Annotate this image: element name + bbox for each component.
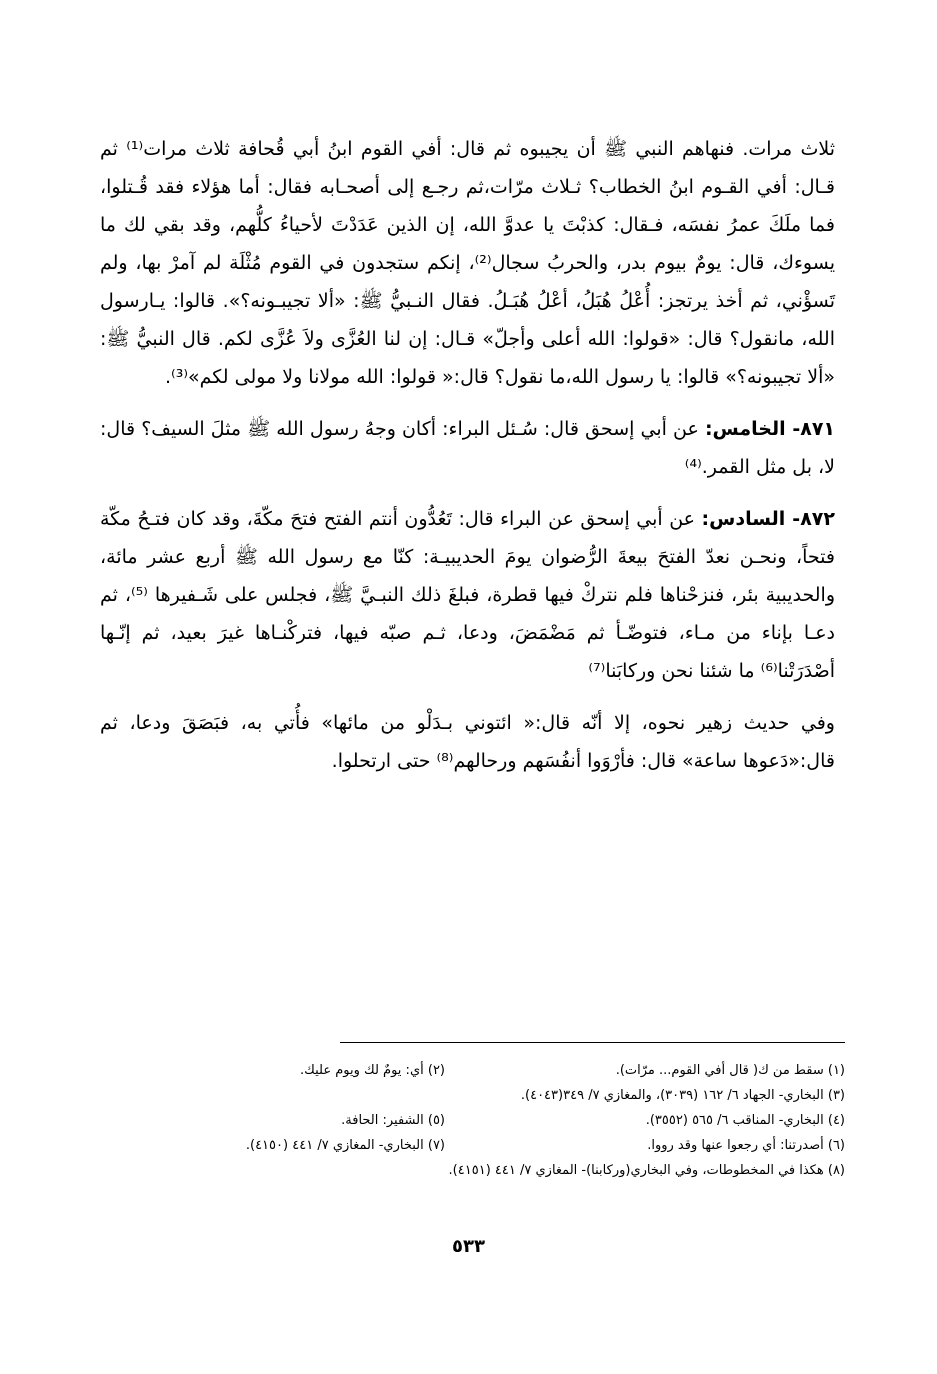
footnote-3: (٣) البخاري- الجهاد ٦/ ١٦٢ (٣٠٣٩)، والمغازي ٧/ ٣٤٩(٤٠٤٣). (520, 1088, 845, 1103)
footnote-4: (٤) البخاري- المناقب ٦/ ٥٦٥ (٣٥٥٢). (645, 1113, 845, 1128)
footnote-8: (٨) هكذا في المخطوطات، وفي البخاري(وركابنا)- المغازي ٧/ ٤٤١ (٤١٥١). (448, 1163, 845, 1178)
main-text (100, 130, 835, 794)
paragraph-1: ثلاث مرات. فنهاهم النبي ﷺ أن يجيبوه ثم قال: أفي القوم ابنُ أبي قُحافة ثلاث مرات⁽¹⁾ ثم قـال: أفي القـوم ابنُ الخطاب؟ ثـلاث مرّات،ثم رجـع إلى أصحـابه فقال: أما هؤلاء فقد قُـتلوا، فما ملَكَ عمرُ نفسَه، فـقال: كذبْتَ يا عدوَّ الله، إن الذين عَدَدْتَ لأحياءُ كلُّهم، وقد بقي لك ما يسوءك، قال: يومٌ بيوم بدر، والحربُ سجال⁽²⁾، إنكم ستجدون في القوم مُثْلَة لم آمرْ بها، ولم تَسؤْني، ثم أخذ يرتجز: أُعْلُ هُبَلُ، أعْلُ هُبَـلُ. فقال النـبيُّ ﷺ: «ألا تجيبـونه؟». قالوا: يـارسول الله، مانقول؟ قال: «قولوا: الله أعلى وأجلّ» قـال: إن لنا العُزَّى ولاَ عُزَّى لكم. قال النبيُّ ﷺ: «ألا تجيبونه؟» قالوا: يا رسول الله،ما نقول؟ قال:« قولوا: الله مولانا ولا مولى لكم»⁽³⁾. (100, 138, 836, 388)
hadith-text-872: عن أبي إسحق عن البراء قال: تَعُدُّون أنتم الفتح فتحَ مكّةَ، وقد كان فتـحُ مكّة فتحاً، ونحـن نعدّ الفتحَ بيعةَ الرُّضوان يومَ الحديبيـة: كنّا مع رسول الله ﷺ أربع عشر مائة، والحديبية بئر، فنزحْناها فلم نتركْ فيها قطرة، فبلغَ ذلك النبـيَّ ﷺ، فجلس على شَـفيرها ⁽⁵⁾، ثم دعـا بإناء من مـاء، فتوضّـأ ثم مَضْمَضَ، ودعا، ثـم صبّه فيها، فتركْنـاها غيرَ بعيد، ثم إنّـها أصْدَرَتْنا⁽⁶⁾ ما شئنا نحن وركابَنا⁽⁷⁾ (100, 508, 835, 682)
hadith-number-872: ٨٧٢- السادس: (701, 508, 835, 530)
footnotes (105, 1058, 845, 1183)
footnote-6: (٦) أصدرتنا: أي رجعوا عنها وقد رووا. (647, 1138, 845, 1153)
footnote-1: (١) سقط من ك( قال أفي القوم... مرّات). (615, 1063, 845, 1078)
footnote-row-3 (105, 1108, 845, 1133)
footnote-row-5 (105, 1158, 845, 1183)
footnote-row-2 (105, 1083, 845, 1108)
footnote-row-4 (105, 1133, 845, 1158)
paragraph-zuhair: وفي حديث زهير نحوه، إلا أنّه قال:« ائتوني بـدَلْو من مائها» فأُتي به، فبَصَقَ ودعا، ثم قال:«دَعوها ساعة» قال: فأرْوَوا أنفُسَهم ورحالهم⁽⁸⁾ حتى ارتحلوا. (100, 712, 835, 772)
hadith-872 (100, 500, 835, 690)
footnote-divider (340, 1042, 845, 1043)
hadith-text-871: عن أبي إسحق قال: سُـئل البراء: أكان وجهُ رسول الله ﷺ مثلَ السيف؟ قال: لا، بل مثل القمر.⁽⁴⁾ (100, 418, 835, 478)
hadith-871 (100, 410, 835, 486)
footnote-2: (٢) أي: يومٌ لك ويوم عليك. (300, 1063, 445, 1078)
footnote-row-1 (105, 1058, 845, 1083)
page-number: ٥٣٣ (452, 1236, 485, 1257)
hadith-number-871: ٨٧١- الخامس: (704, 418, 836, 440)
footnote-7: (٧) البخاري- المغازي ٧/ ٤٤١ (٤١٥٠). (245, 1138, 445, 1153)
footnote-5: (٥) الشفير: الحافة. (341, 1113, 445, 1128)
